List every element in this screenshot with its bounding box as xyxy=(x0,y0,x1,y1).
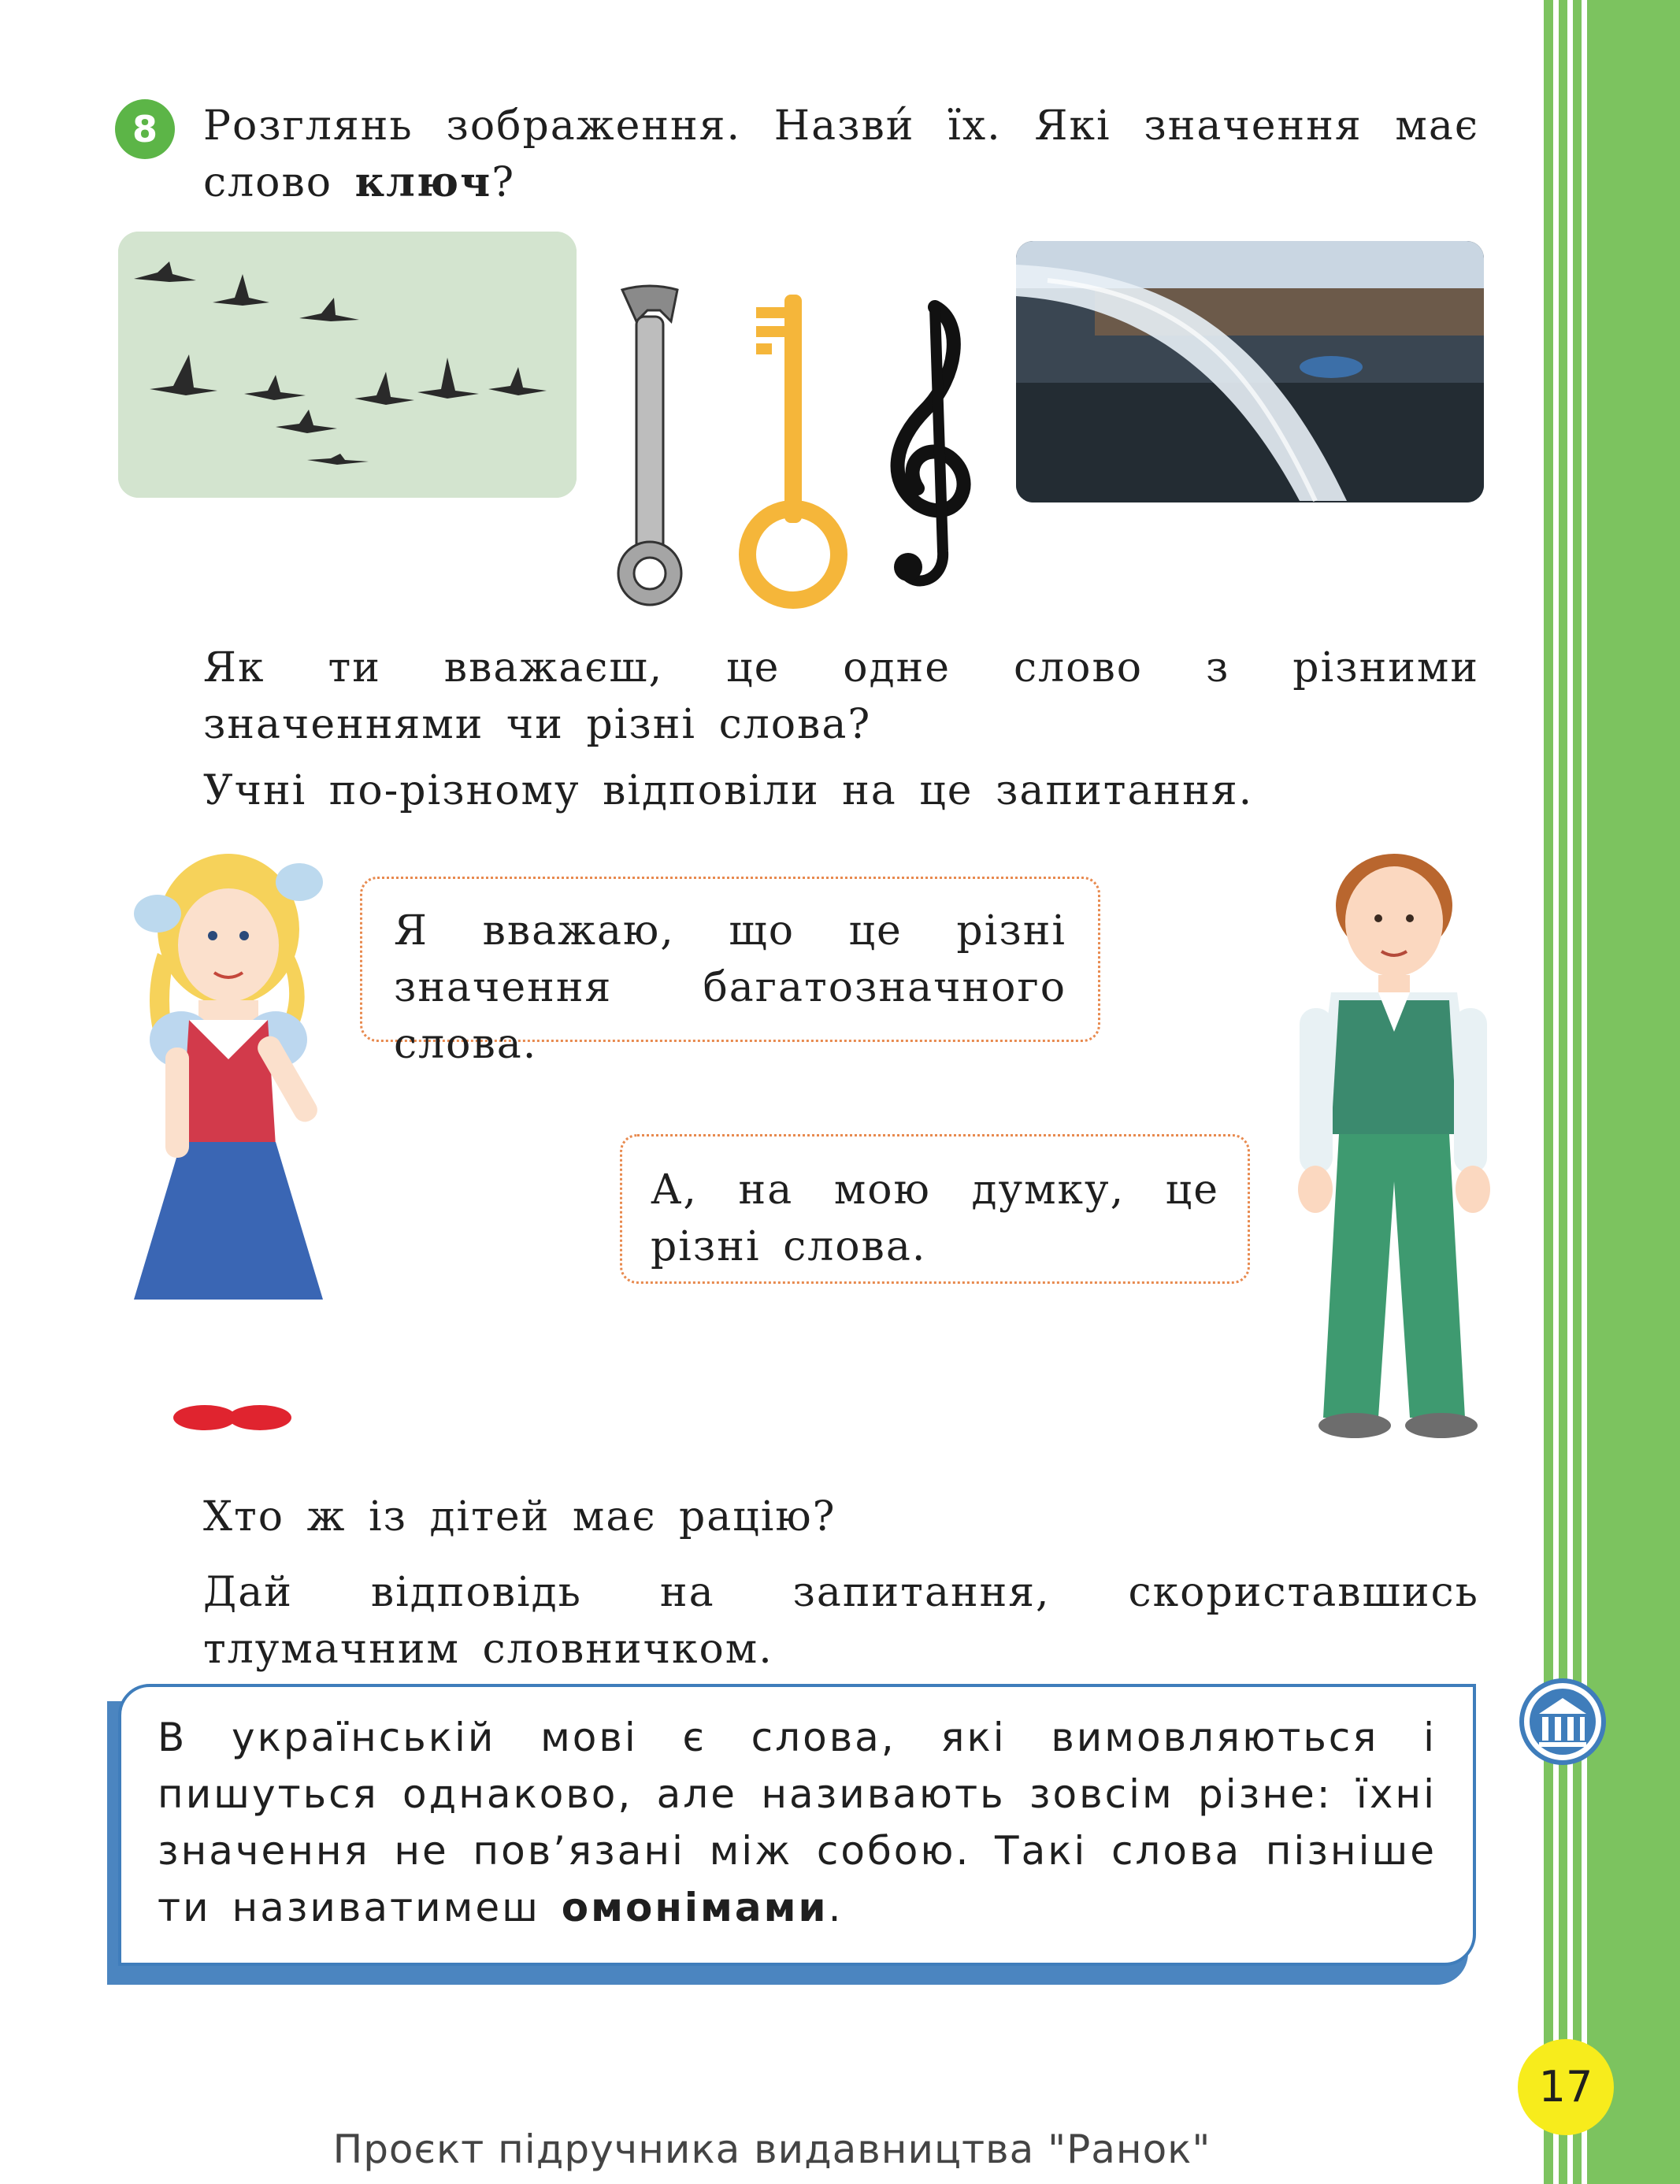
rule-library-icon xyxy=(1519,1678,1607,1766)
wrench-image xyxy=(606,282,693,613)
girl-speech-bubble xyxy=(360,877,1100,1068)
golden-key-image xyxy=(732,287,851,610)
task-keyword: ключ xyxy=(354,158,492,206)
rule-text: В українській мові є слова, які вимовляються і пишуться однаково, але називають зовсім різне: їхні значення не пов’язані між собою. Такі слова пізніше ти називатимеш xyxy=(158,1715,1437,1930)
spring-water-image xyxy=(1016,241,1484,502)
students-answered-text: Учні по-різному відповіли на це запитання. xyxy=(203,767,1254,814)
treble-clef-image xyxy=(870,291,988,599)
task-text-end: ? xyxy=(491,159,516,206)
cranes-flock-image xyxy=(118,232,577,498)
task-text: Розглянь зображення. Назви́ їх. Які значення має слово xyxy=(203,102,1479,206)
rule-box xyxy=(118,1684,1476,1966)
boy-speech-text: А, на мою думку, це різні слова. xyxy=(651,1166,1219,1270)
margin-stripe xyxy=(1567,0,1573,2184)
rule-text-block xyxy=(158,1709,1437,1936)
task-number-badge: 8 xyxy=(115,99,175,159)
boy-speech-bubble xyxy=(620,1134,1250,1284)
rule-text-end: . xyxy=(828,1885,844,1930)
rule-keyword: омонімами xyxy=(561,1885,829,1930)
page-margin-bar xyxy=(1544,0,1680,2184)
girl-speech-text: Я вважаю, що це різні значення багатозначного слова. xyxy=(394,907,1066,1068)
who-is-right-question: Хто ж із дітей має рацію? xyxy=(203,1493,836,1541)
dictionary-instruction: Дай відповідь на запитання, скориставшись тлумачним словничком. xyxy=(203,1569,1479,1673)
publisher-footer: Проєкт підручника видавництва "Ранок" xyxy=(332,2127,1211,2172)
task-instruction xyxy=(203,98,1479,211)
question-one-word-or-different: Як ти вважаєш, це одне слово з різними значеннями чи різні слова? xyxy=(203,644,1479,748)
margin-stripe xyxy=(1582,0,1587,2184)
page-number-badge: 17 xyxy=(1518,2039,1614,2135)
margin-stripe xyxy=(1553,0,1559,2184)
boy-illustration xyxy=(1237,843,1520,1473)
